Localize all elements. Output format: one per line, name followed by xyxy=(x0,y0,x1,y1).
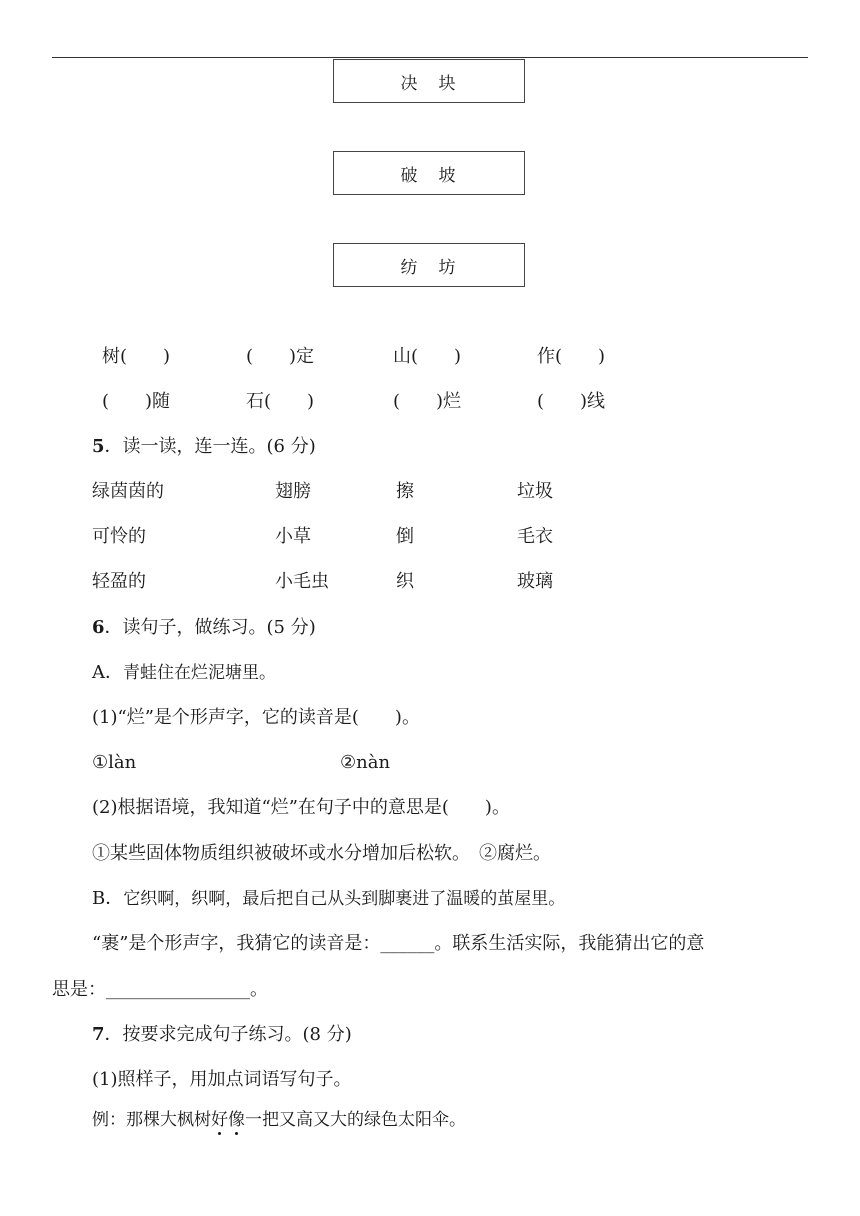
example-suffix: 一把又高又大的绿色太阳伞。 xyxy=(245,1110,466,1130)
question-text-line: 思是：________________。 xyxy=(52,979,268,1000)
sub-question-1: (1)“烂”是个形声字，它的读音是( )。 xyxy=(92,707,420,728)
question-number: 5 xyxy=(92,436,105,457)
dotted-word: 像 xyxy=(228,1110,245,1130)
question-7-heading xyxy=(92,1026,352,1044)
passage-b xyxy=(92,890,565,908)
question-text: ．读句子，做练习。(5 分) xyxy=(104,617,316,638)
fill-blank: ( )定 xyxy=(246,346,315,367)
match-item: 倒 xyxy=(396,526,414,547)
match-item: 可怜的 xyxy=(92,526,146,547)
word-pair-box-2: 破 坡 xyxy=(333,151,525,195)
question-text: ．按要求完成句子练习。(8 分) xyxy=(104,1024,352,1045)
match-item: 织 xyxy=(396,571,414,592)
option: ①làn xyxy=(92,752,137,773)
fill-blank: 作( ) xyxy=(537,346,606,367)
question-5-heading xyxy=(92,438,316,456)
options: ①某些固体物质组织被破坏或水分增加后松软。 ②腐烂。 xyxy=(92,843,551,864)
match-item: 翅膀 xyxy=(275,481,311,502)
match-item: 擦 xyxy=(396,481,414,502)
sub-question-1: (1)照样子，用加点词语写句子。 xyxy=(92,1069,352,1090)
match-item: 玻璃 xyxy=(517,571,553,592)
match-item: 小毛虫 xyxy=(275,571,329,592)
match-item: 毛衣 xyxy=(517,526,553,547)
match-item: 垃圾 xyxy=(517,481,553,502)
word-pair-box-3: 纺 坊 xyxy=(333,243,525,287)
passage-sentence: 青蛙住在烂泥塘里。 xyxy=(123,663,276,683)
question-text: ．读一读，连一连。(6 分) xyxy=(104,436,316,457)
question-text-line: “裹”是个形声字，我猜它的读音是：______。联系生活实际，我能猜出它的意 xyxy=(92,933,705,954)
header-rule xyxy=(52,57,808,58)
passage-sentence: 它织啊，织啊，最后把自己从头到脚裹进了温暖的茧屋里。 xyxy=(123,889,566,909)
word-pair-box-1: 决 块 xyxy=(333,59,525,103)
fill-blank: ( )随 xyxy=(102,391,171,412)
fill-blank: 石( ) xyxy=(246,391,315,412)
option: ②nàn xyxy=(340,752,391,773)
passage-a xyxy=(92,664,276,682)
match-item: 小草 xyxy=(275,526,311,547)
match-item: 绿茵茵的 xyxy=(92,481,164,502)
fill-blank: ( )烂 xyxy=(393,391,462,412)
passage-label: B． xyxy=(92,888,124,909)
question-number: 7 xyxy=(92,1024,105,1045)
sub-question-2: (2)根据语境，我知道“烂”在句子中的意思是( )。 xyxy=(92,797,510,818)
fill-blank: ( )线 xyxy=(537,391,606,412)
example-sentence xyxy=(92,1112,466,1129)
fill-blank: 树( ) xyxy=(102,346,171,367)
question-number: 6 xyxy=(92,617,105,638)
passage-label: A． xyxy=(92,662,123,683)
example-prefix: 例：那棵大枫树 xyxy=(92,1110,211,1130)
question-6-heading xyxy=(92,619,316,637)
match-item: 轻盈的 xyxy=(92,571,146,592)
dotted-word: 好 xyxy=(211,1110,228,1130)
fill-blank: 山( ) xyxy=(393,346,462,367)
